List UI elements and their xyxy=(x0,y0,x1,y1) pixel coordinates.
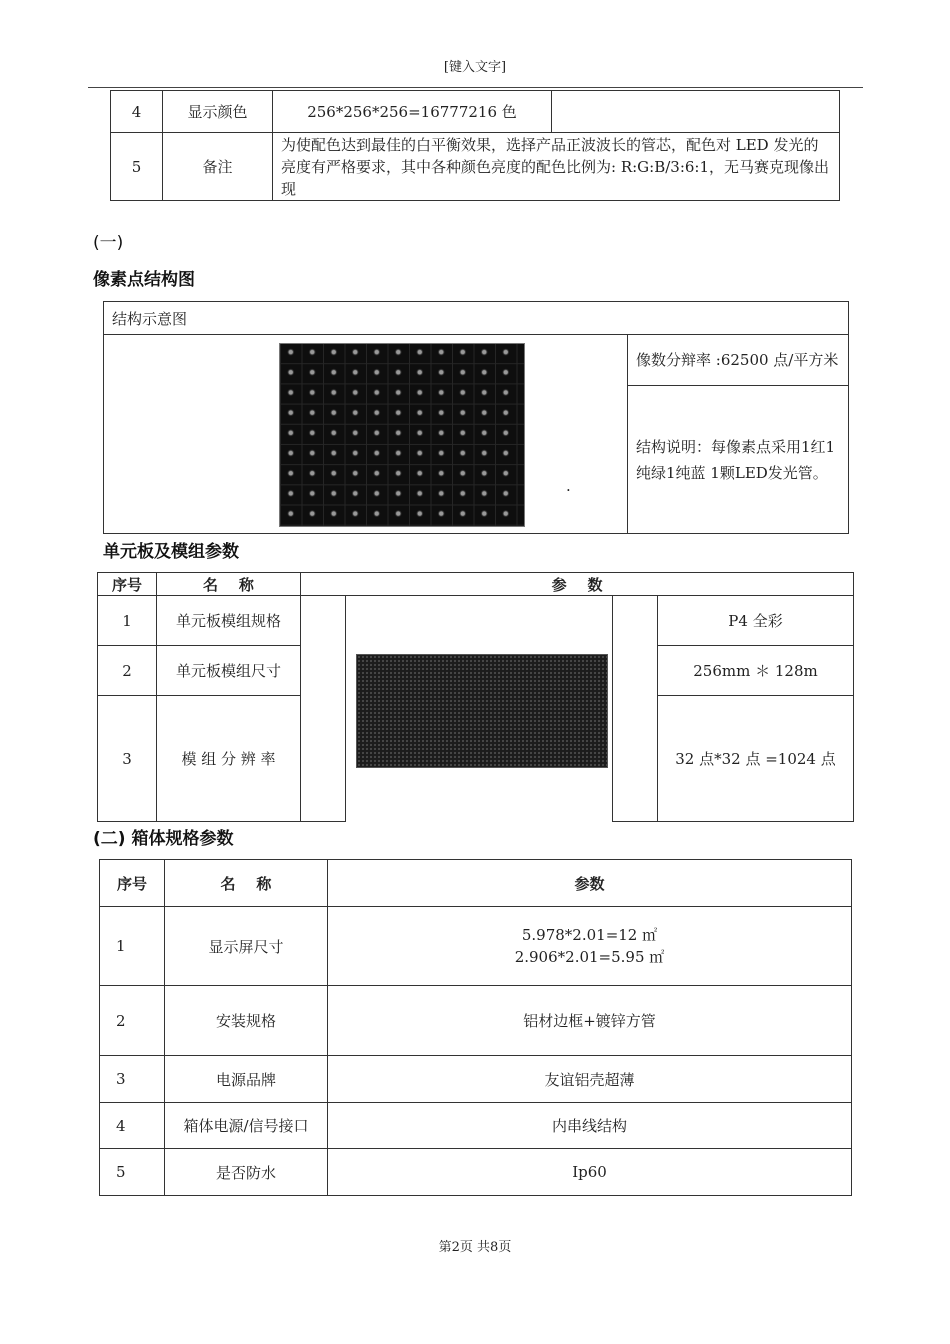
led-module-image xyxy=(356,654,608,768)
row-name: 备注 xyxy=(163,133,273,201)
header-param: 参 数 xyxy=(301,573,854,596)
row-number: 3 xyxy=(98,696,157,822)
top-table xyxy=(110,90,840,201)
row-number: 3 xyxy=(100,1056,165,1103)
row-number: 5 xyxy=(100,1149,165,1196)
row-name: 显示屏尺寸 xyxy=(165,907,328,986)
pixel-description: 结构说明：每像素点采用1红1纯绿1纯蓝 1颗LED发光管。 xyxy=(628,386,849,534)
row-number: 2 xyxy=(98,646,157,696)
row-value xyxy=(328,907,852,986)
module-image-cell xyxy=(346,596,613,822)
row-number: 1 xyxy=(100,907,165,986)
row-name: 是否防水 xyxy=(165,1149,328,1196)
header-name: 名 称 xyxy=(157,573,301,596)
header-number: 序号 xyxy=(100,860,165,907)
row-name: 单元板模组规格 xyxy=(157,596,301,646)
row-value: 256*256*256=16777216 色 xyxy=(273,91,552,133)
row-value: Ip60 xyxy=(328,1149,852,1196)
row-value: P4 全彩 xyxy=(658,596,854,646)
stray-dot: . xyxy=(566,477,571,495)
pixel-structure-table xyxy=(103,301,849,534)
row-number: 4 xyxy=(111,91,163,133)
pixel-resolution: 像数分辩率 :62500 点/平方米 xyxy=(628,335,849,386)
row-number: 4 xyxy=(100,1103,165,1149)
spacer-cell xyxy=(301,596,346,822)
row-number: 2 xyxy=(100,986,165,1056)
row-name: 电源品牌 xyxy=(165,1056,328,1103)
section-label: (一) xyxy=(93,233,124,253)
row-name: 安装规格 xyxy=(165,986,328,1056)
row-name: 模 组 分 辨 率 xyxy=(157,696,301,822)
row-value: 32 点*32 点 =1024 点 xyxy=(658,696,854,822)
cabinet-table xyxy=(99,859,852,1196)
header-param: 参数 xyxy=(328,860,852,907)
spacer-cell xyxy=(613,596,658,822)
page-header: [键入文字] xyxy=(443,60,507,75)
row-value: 铝材边框+镀锌方管 xyxy=(328,986,852,1056)
value-line: 2.906*2.01=5.95 ㎡ xyxy=(514,948,665,966)
row-number: 5 xyxy=(111,133,163,201)
page-footer: 第2页 共8页 xyxy=(438,1240,512,1255)
row-value: 友谊铝壳超薄 xyxy=(328,1056,852,1103)
row-remark: 为使配色达到最佳的白平衡效果，选择产品正波波长的管芯，配色对 LED 发光的亮度有严格要求，其中各种颜色亮度的配色比例为: R:G:B/3:6:1，无马赛克现像出现 xyxy=(273,133,840,201)
row-name: 箱体电源/信号接口 xyxy=(165,1103,328,1149)
row-name: 单元板模组尺寸 xyxy=(157,646,301,696)
pixel-image-cell xyxy=(104,335,628,534)
row-number: 1 xyxy=(98,596,157,646)
value-line: 5.978*2.01=12 ㎡ xyxy=(521,926,658,944)
led-pixel-image xyxy=(279,343,525,527)
module-section-title: 单元板及模组参数 xyxy=(103,542,239,562)
row-extra xyxy=(552,91,840,133)
row-value: 256mm ＊ 128m xyxy=(658,646,854,696)
section-title-2: (二) 箱体规格参数 xyxy=(93,829,234,849)
header-number: 序号 xyxy=(98,573,157,596)
module-table xyxy=(97,572,854,822)
header-rule xyxy=(88,87,863,88)
section-title: 像素点结构图 xyxy=(93,270,195,290)
header-name: 名 称 xyxy=(165,860,328,907)
pixel-table-caption: 结构示意图 xyxy=(104,302,849,335)
row-name: 显示颜色 xyxy=(163,91,273,133)
row-value: 内串线结构 xyxy=(328,1103,852,1149)
